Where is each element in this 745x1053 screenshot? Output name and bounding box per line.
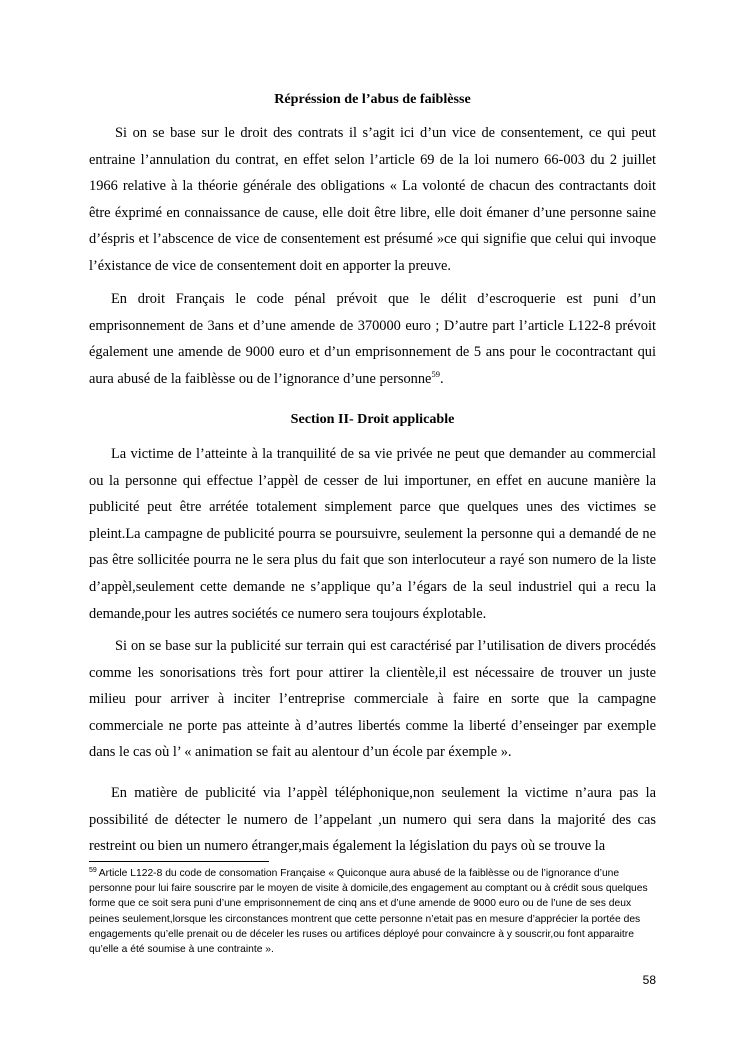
- paragraph-end-punctuation: .: [439, 370, 444, 387]
- footnote-separator: [89, 861, 269, 862]
- paragraph-french-penal-code: [89, 286, 656, 392]
- page-number: 58: [642, 973, 656, 987]
- footnote-text: Article L122-8 du code de consomation Française « Quiconque aura abusé de la faiblèsse ou de l’ignorance d’une personne pour lui faire souscrire par le moyen de visite à domicile,des engagement au comptant ou à crédit sous quelques forme que ce soit sera puni d’une emprisonnement de cinq ans et d’une amende de 9000 euro ou de l’une de ses deux peines seulement,lorsque les circonstances montrent que cette personne n’etait pas en mesure d’apprécier la portée des engagements qu’elle prenait ou de déceler les ruses ou artifices déployé pour convaincre à y souscrir,ou font apparaitre qu’elle a été soumise à une contrainte ».: [89, 868, 648, 956]
- footnote: [89, 866, 656, 957]
- footnote-reference: 59: [431, 368, 440, 379]
- paragraph-contract-law: Si on se base sur le droit des contrats il s’agit ici d’un vice de consentement, ce qui peut entraine l’annulation du contrat, en effet selon l’article 69 de la loi numero 66-003 du 2 juillet 1966 relative à la théorie générale des obligations « La volonté de chacun des contractants doit être éxprimé en connaissance de cause, elle doit être libre, elle doit émaner d’une personne saine d’éspris et l’abscence de vice de consentement est présumé »ce qui signifie que celui qui invoque l’éxistance de vice de consentement doit en apporter la preuve.: [89, 125, 656, 274]
- page-title: Répréssion de l’abus de faiblèsse: [274, 91, 471, 107]
- paragraph-field-advertising: Si on se base sur la publicité sur terrain qui est caractérisé par l’utilisation de divers procédés comme les sonorisations très fort pour attirer la clientèle,il est nécessaire de trouver un juste milieu pour arriver à inciter l’entreprise commerciale à faire en sorte que la campagne commerciale ne porte pas atteinte à d’autres libertés comme la liberté d’enseinger par exemple dans le cas où l’ « animation se fait au alentour d’un école par éxemple ».: [89, 638, 656, 761]
- paragraph-french-penal-code-text: En droit Français le code pénal prévoit que le délit d’escroquerie est puni d’un emprisonnement de 3ans et d’une amende de 370000 euro ; D’autre part l’article L122-8 prévoit également une amende de 9000 euro et d’un emprisonnement de 5 ans pour le cocontractant qui aura abusé de la faiblèsse ou de l’ignorance d’une personne: [89, 291, 656, 387]
- section-heading: Section II- Droit applicable: [290, 411, 455, 427]
- footnote-number: 59: [89, 867, 97, 874]
- paragraph-telephone-advertising: En matière de publicité via l’appèl téléphonique,non seulement la victime n’aura pas la possibilité de détecter le numero de l’appelant ,un numero qui sera dans la majorité des cas restreint ou bien un numero étranger,mais également la législation du pays où se trouve la: [89, 785, 656, 855]
- paragraph-victim-rights: La victime de l’atteinte à la tranquilité de sa vie privée ne peut que demander au commercial ou la personne qui effectue l’appèl de cesser de lui importuner, en effet en aucune manière la publicité peut être arrétée totalement simplement parce que quelques unes des victimes se pleint.La campagne de publicité pourra se poursuivre, seulement la personne qui a demandé de ne pas être sollicitée pourra ne le sera plus du fait que son interlocuteur a rayé son numero de la liste d’appèl,seulement cette demande ne s’applique qu’a l’égars de la seul industriel qui a recu la demande,pour les autres sociétés ce numero sera toujours éxplotable.: [89, 446, 656, 622]
